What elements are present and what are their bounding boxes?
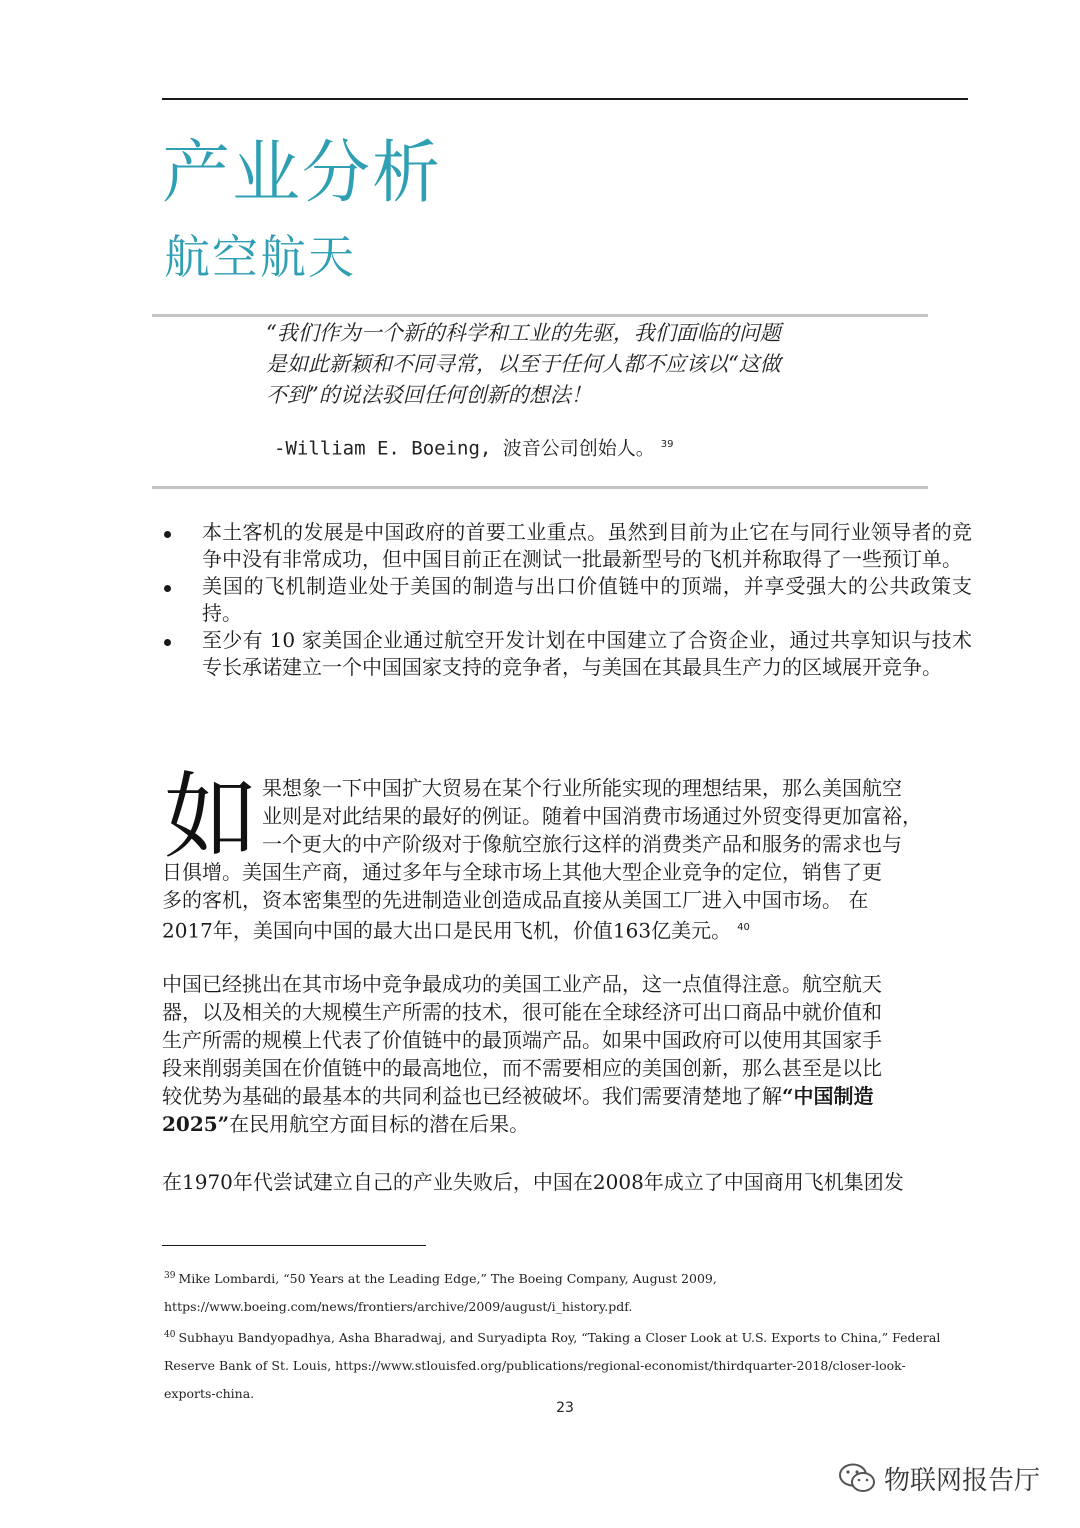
bullet-icon (164, 531, 171, 538)
footnote-rule (162, 1245, 426, 1246)
quote-line: “我们作为一个新的科学和工业的先驱，我们面临的问题 (266, 321, 781, 345)
emphasis-text: “中国制造 (782, 1084, 874, 1108)
footnote-link[interactable]: Reserve Bank of St. Louis, https://www.stlouisfed.org/publications/regional-economist/thirdquarter-2018/closer-look- (164, 1358, 906, 1374)
footnote-line (164, 1262, 964, 1293)
paragraph-line: 生产所需的规模上代表了价值链中的最顶端产品。如果中国政府可以使用其国家手 (162, 1028, 882, 1052)
page-subtitle: 航空航天 (164, 230, 356, 284)
paragraph-line: 中国已经挑出在其市场中竞争最成功的美国工业产品，这一点值得注意。航空航天 (162, 972, 882, 996)
body-paragraph-3: 在1970年代尝试建立自己的产业失败后，中国在2008年成立了中国商用飞机集团发 (162, 1170, 904, 1194)
quote-line: 是如此新颖和不同寻常，以至于任何人都不应该以“这做 (266, 352, 781, 376)
drop-cap: 如 (164, 763, 259, 872)
paragraph-text: 较优势为基础的最基本的共同利益也已经被破坏。我们需要清楚地了解 (162, 1084, 782, 1108)
body-paragraph-2 (162, 970, 970, 1138)
footnote-text: Mike Lombardi, “50 Years at the Leading Edge,” The Boeing Company, August 2009, (178, 1271, 717, 1287)
bullet-icon (164, 585, 171, 592)
footnote-ref[interactable]: 40 (737, 922, 750, 933)
paragraph-line (162, 1110, 970, 1138)
page-title: 产业分析 (162, 134, 443, 213)
paragraph-line: 段来削弱美国在价值链中的最高地位，而不需要相应的美国创新，那么甚至是以比 (162, 1056, 882, 1080)
footnote-link[interactable]: exports-china. (164, 1386, 255, 1402)
watermark-text: 物联网报告厅 (884, 1465, 1041, 1496)
bullet-icon (164, 639, 171, 646)
body-paragraph-1 (162, 774, 970, 945)
paragraph-line: 业则是对此结果的最好的例证。随着中国消费市场通过外贸变得更加富裕， (262, 804, 922, 828)
footnote-line (164, 1321, 964, 1352)
paragraph-text: 在民用航空方面目标的潜在后果。 (229, 1112, 530, 1136)
footnote-number: 40 (164, 1330, 176, 1341)
paragraph-text: 2017年，美国向中国的最大出口是民用飞机，价值163亿美元。 (162, 918, 732, 943)
paragraph-line-last (162, 914, 970, 945)
paragraph-line: 器，以及相关的大规模生产所需的技术，很可能在全球经济可出口商品中就价值和 (162, 1000, 882, 1024)
paragraph-line (162, 1082, 970, 1110)
top-rule (162, 98, 968, 100)
quote-line: 不到”的说法驳回任何创新的想法！ (266, 383, 592, 407)
wechat-icon (838, 1462, 876, 1494)
paragraph-line: 日俱增。美国生产商，通过多年与全球市场上其他大型企业竞争的定位，销售了更 (162, 860, 882, 884)
paragraph-line: 果想象一下中国扩大贸易在某个行业所能实现的理想结果，那么美国航空 (262, 776, 902, 800)
list-item (162, 627, 972, 681)
bullet-text: 本土客机的发展是中国政府的首要工业重点。虽然到目前为止它在与同行业领导者的竞争中没有非常成功，但中国目前正在测试一批最新型号的飞机并称取得了一些预订单。 (202, 520, 972, 571)
attribution-text: -William E. Boeing, 波音公司创始人。 (274, 437, 655, 460)
bullet-list (162, 519, 972, 681)
footnote-number: 39 (164, 1271, 176, 1281)
watermark (838, 1456, 1040, 1500)
bullet-text: 至少有 10 家美国企业通过航空开发计划在中国建立了合资企业，通过共享知识与技术专长承诺建立一个中国国家支持的竞争者，与美国在其最具生产力的区域展开竞争。 (202, 628, 972, 679)
list-item (162, 519, 972, 573)
bullet-text: 美国的飞机制造业处于美国的制造与出口价值链中的顶端，并享受强大的公共政策支持。 (202, 574, 972, 625)
emphasis-text: 2025” (162, 1112, 230, 1136)
quote-bottom-rule (152, 486, 928, 489)
footnotes (164, 1262, 964, 1408)
paragraph-line: 多的客机，资本密集型的先进制造业创造成品直接从美国工厂进入中国市场。 在 (162, 888, 869, 912)
page-number: 23 (556, 1400, 574, 1416)
quote-top-rule (152, 314, 928, 317)
footnote-text: Subhayu Bandyopadhya, Asha Bharadwaj, and Suryadipta Roy, “Taking a Closer Look at U.S. Exports to China,” Federal (178, 1330, 941, 1346)
quote-attribution (274, 430, 674, 463)
paragraph-line: 一个更大的中产阶级对于像航空旅行这样的消费类产品和服务的需求也与 (262, 832, 902, 856)
list-item (162, 573, 972, 627)
footnote-ref[interactable]: 39 (660, 439, 674, 450)
footnote-link[interactable]: https://www.boeing.com/news/frontiers/archive/2009/august/i_history.pdf. (164, 1299, 633, 1315)
pull-quote (266, 318, 826, 411)
